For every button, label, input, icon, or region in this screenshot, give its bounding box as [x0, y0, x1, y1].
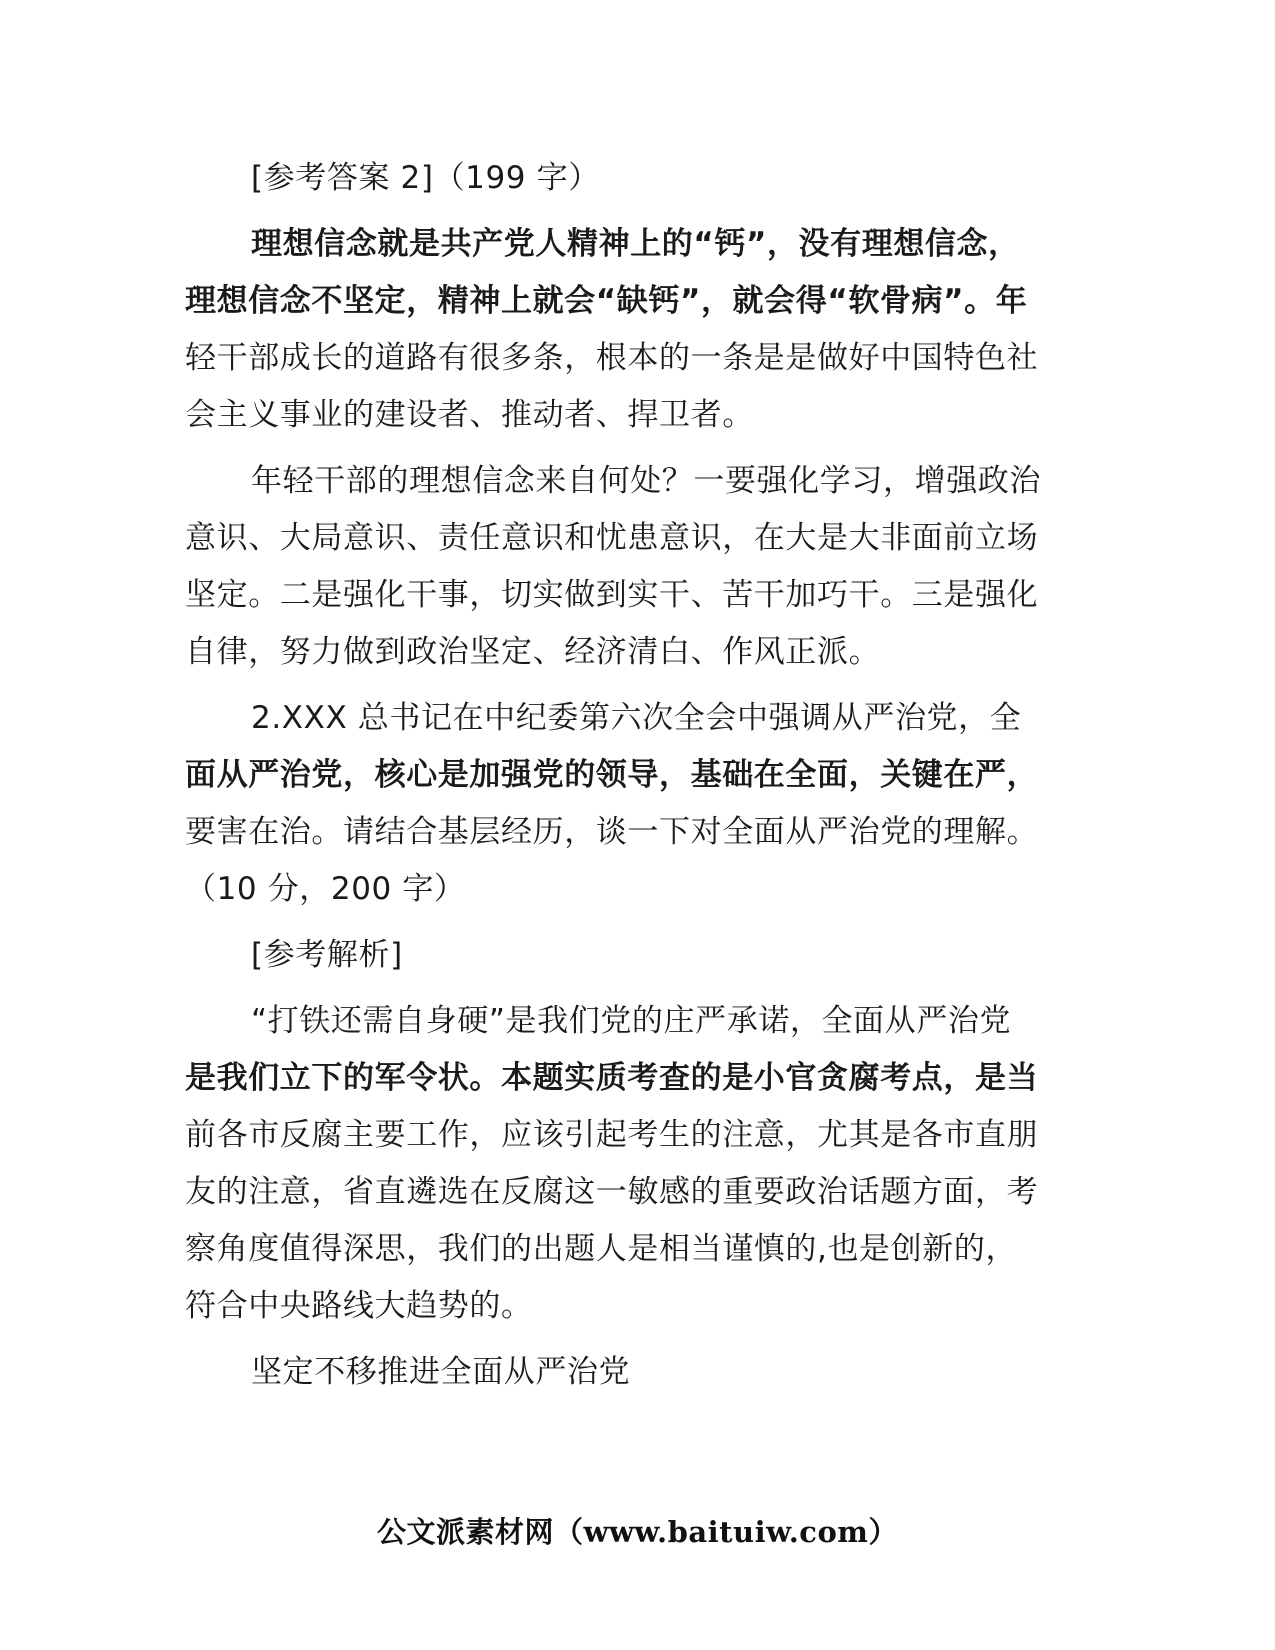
- analysis-heading: [185, 927, 1090, 984]
- paragraph-line: 友的注意，省直遴选在反腐这一敏感的重要政治话题方面，考: [185, 1174, 1039, 1210]
- paragraph-line: 面从严治党，核心是加强党的领导，基础在全面，关键在严，: [185, 757, 1039, 793]
- question-2: [185, 690, 1090, 918]
- paragraph-line: 是我们立下的军令状。本题实质考查的是小官贪腐考点，是当: [185, 1060, 1039, 1096]
- paragraph-line: 理想信念不坚定，精神上就会“缺钙”，就会得“软骨病”。年: [185, 283, 1028, 319]
- paragraph-line: 符合中央路线大趋势的。: [185, 1288, 533, 1324]
- analysis-heading-text: [参考解析]: [251, 937, 403, 973]
- answer2-heading-text: [参考答案 2]（199 字）: [251, 160, 600, 196]
- paragraph-line: （10 分，200 字）: [185, 871, 466, 907]
- paragraph-line: 理想信念就是共产党人精神上的“钙”，没有理想信念，: [251, 226, 1020, 262]
- answer2-paragraph-1: [185, 216, 1090, 444]
- document-body: [185, 150, 1090, 1410]
- paragraph-line: 前各市反腐主要工作，应该引起考生的注意，尤其是各市直朋: [185, 1117, 1039, 1153]
- paragraph-line: 轻干部成长的道路有很多条，根本的一条是是做好中国特色社: [185, 340, 1039, 376]
- footer-watermark: 公文派素材网（www.baituiw.com）: [377, 1515, 898, 1549]
- paragraph-line: 坚定。二是强化干事，切实做到实干、苦干加巧干。三是强化: [185, 577, 1039, 613]
- analysis-paragraph: [185, 993, 1090, 1335]
- paragraph-line: 2.XXX 总书记在中纪委第六次全会中强调从严治党，全: [251, 700, 1022, 736]
- answer2-heading: [185, 150, 1090, 207]
- paragraph-line: “打铁还需自身硬”是我们党的庄严承诺，全面从严治党: [251, 1003, 1012, 1039]
- answer2-paragraph-2: [185, 453, 1090, 681]
- section-title: [185, 1344, 1090, 1401]
- section-title-text: 坚定不移推进全面从严治党: [251, 1354, 631, 1390]
- paragraph-line: 要害在治。请结合基层经历，谈一下对全面从严治党的理解。: [185, 814, 1039, 850]
- paragraph-line: 察角度值得深思，我们的出题人是相当谨慎的,也是创新的，: [185, 1231, 1018, 1267]
- paragraph-line: 年轻干部的理想信念来自何处？一要强化学习，增强政治: [251, 463, 1041, 499]
- paragraph-line: 意识、大局意识、责任意识和忧患意识，在大是大非面前立场: [185, 520, 1039, 556]
- paragraph-line: 会主义事业的建设者、推动者、捍卫者。: [185, 397, 754, 433]
- paragraph-line: 自律，努力做到政治坚定、经济清白、作风正派。: [185, 634, 881, 670]
